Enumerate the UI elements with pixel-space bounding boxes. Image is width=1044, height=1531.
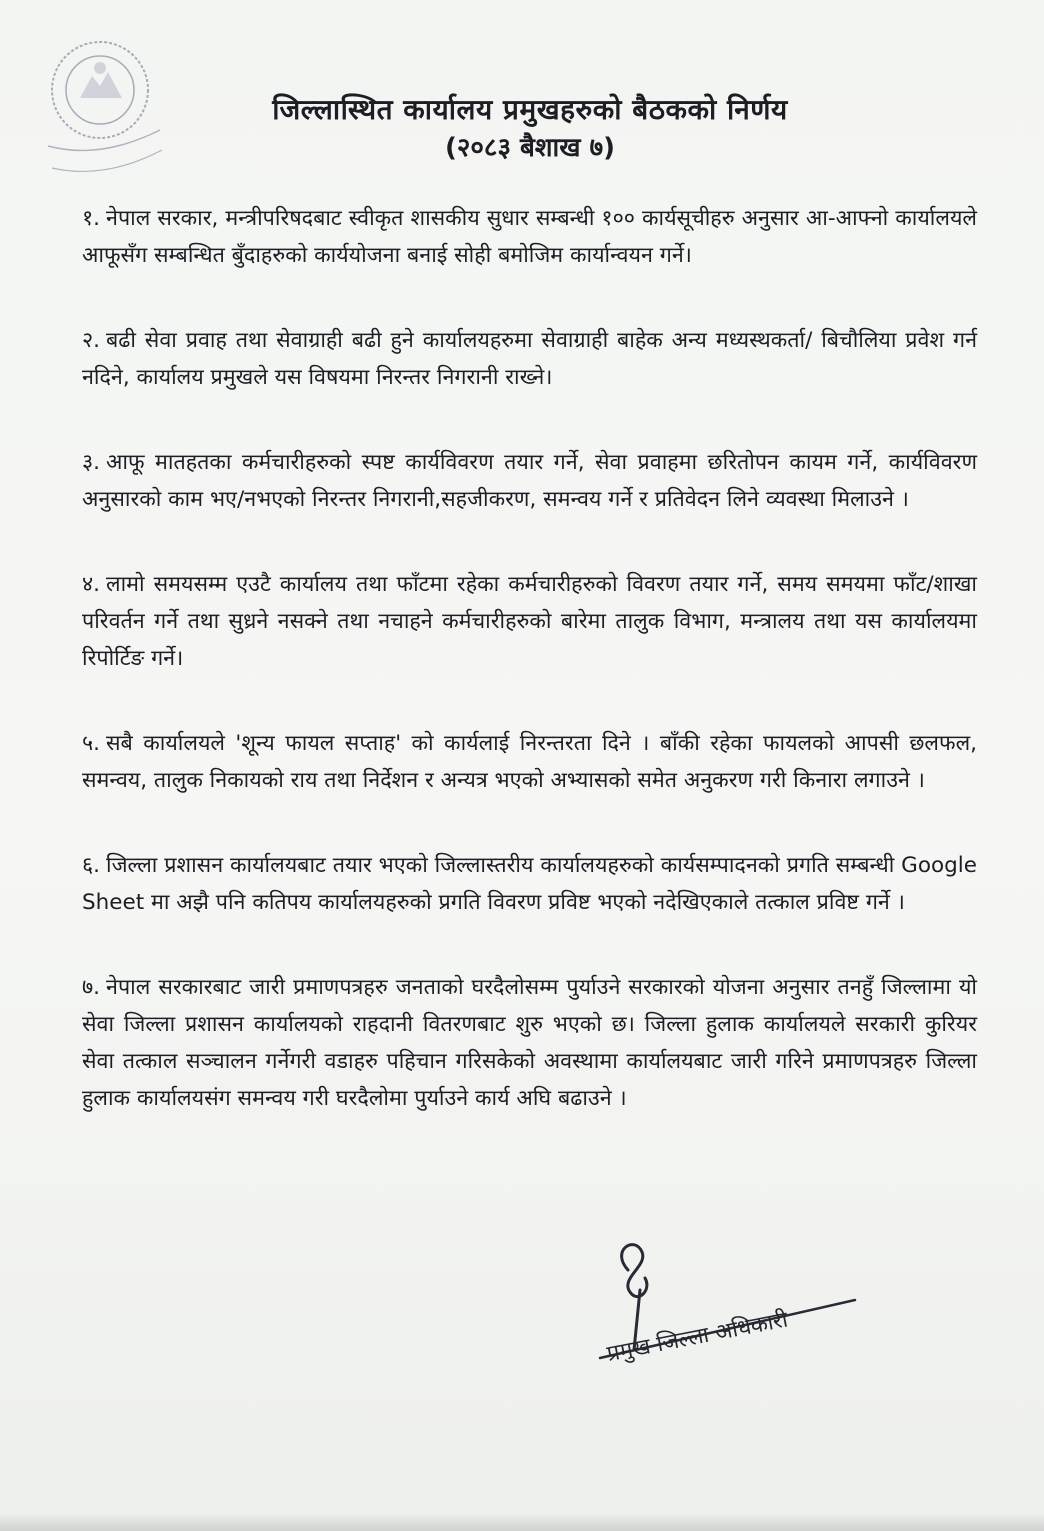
decision-text: नेपाल सरकार, मन्त्रीपरिषदबाट स्वीकृत शासकीय सुधार सम्बन्धी १०० कार्यसूचीहरु अनुसार आ-आफ्नो कार्यालयले आफूसँग सम्बन्धित बुँदाहरुको कार्ययोजना बनाई सोही बमोजिम कार्यान्वयन गर्ने। bbox=[82, 206, 977, 268]
decision-number: ५. bbox=[82, 731, 101, 756]
decision-item bbox=[82, 322, 977, 396]
decision-number: २. bbox=[82, 328, 101, 353]
decision-text: सबै कार्यालयले 'शून्य फायल सप्ताह' को कार्यलाई निरन्तरता दिने । बाँकी रहेका फायलको आपसी छलफल, समन्वय, तालुक निकायको राय तथा निर्देशन र अन्यत्र भएको अभ्यासको समेत अनुकरण गरी किनारा लगाउने । bbox=[82, 731, 977, 793]
decision-item bbox=[82, 969, 977, 1117]
decision-text: नेपाल सरकारबाट जारी प्रमाणपत्रहरु जनताको घरदैलोसम्म पुर्याउने सरकारको योजना अनुसार तनहुँ जिल्लामा यो सेवा जिल्ला प्रशासन कार्यालयको राहदानी वितरणबाट शुरु भएको छ। जिल्ला हुलाक कार्यालयले सरकारी कुरियर सेवा तत्काल सञ्चालन गर्नेगरी वडाहरु पहिचान गरिसकेको अवस्थामा कार्यालयबाट जारी गरिने प्रमाणपत्रहरु जिल्ला हुलाक कार्यालयसंग समन्वय गरी घरदैलोमा पुर्याउने कार्य अघि बढाउने । bbox=[82, 975, 977, 1111]
decision-item bbox=[82, 200, 977, 274]
decision-list bbox=[82, 200, 977, 1165]
decision-text: जिल्ला प्रशासन कार्यालयबाट तयार भएको जिल्लास्तरीय कार्यालयहरुको कार्यसम्पादनको प्रगति सम्बन्धी Google Sheet मा अझै पनि कतिपय कार्यालयहरुको प्रगति विवरण प्रविष्ट भएको नदेखिएकाले तत्काल प्रविष्ट गर्ने । bbox=[82, 853, 977, 915]
decision-item bbox=[82, 725, 977, 799]
decision-text: बढी सेवा प्रवाह तथा सेवाग्राही बढी हुने कार्यालयहरुमा सेवाग्राही बाहेक अन्य मध्यस्थकर्ता/ बिचौलिया प्रवेश गर्न नदिने, कार्यालय प्रमुखले यस विषयमा निरन्तर निगरानी राख्ने। bbox=[82, 328, 977, 390]
office-stamp bbox=[30, 28, 180, 188]
decision-number: ७. bbox=[82, 975, 101, 1000]
decision-text: लामो समयसम्म एउटै कार्यालय तथा फाँटमा रहेका कर्मचारीहरुको विवरण तयार गर्ने, समय समयमा फाँट/शाखा परिवर्तन गर्ने तथा सुध्रने नसक्ने तथा नचाहने कर्मचारीहरुको बारेमा तालुक विभाग, मन्त्रालय तथा यस कार्यालयमा रिपोर्टिङ गर्ने। bbox=[82, 572, 977, 671]
page-edge-shadow bbox=[0, 1513, 1044, 1531]
document-date: (२०८३ बैशाख ७) bbox=[445, 133, 615, 164]
decision-text: आफू मातहतका कर्मचारीहरुको स्पष्ट कार्यविवरण तयार गर्ने, सेवा प्रवाहमा छरितोपन कायम गर्ने, कार्यविवरण अनुसारको काम भए/नभएको निरन्तर निगरानी,सहजीकरण, समन्वय गर्ने र प्रतिवेदन लिने व्यवस्था मिलाउने । bbox=[82, 450, 977, 512]
decision-item bbox=[82, 847, 977, 921]
decision-number: ३. bbox=[82, 450, 101, 475]
signatory-designation: प्रमुख जिल्ला अधिकारी bbox=[605, 1307, 790, 1368]
header bbox=[180, 92, 880, 166]
decision-number: ६. bbox=[82, 853, 101, 878]
decision-number: १. bbox=[82, 206, 101, 231]
decision-item bbox=[82, 444, 977, 518]
decision-number: ४. bbox=[82, 572, 101, 597]
decision-item bbox=[82, 566, 977, 677]
document-title: जिल्लास्थित कार्यालय प्रमुखहरुको बैठकको निर्णय bbox=[272, 93, 788, 126]
signature-block bbox=[590, 1230, 910, 1430]
